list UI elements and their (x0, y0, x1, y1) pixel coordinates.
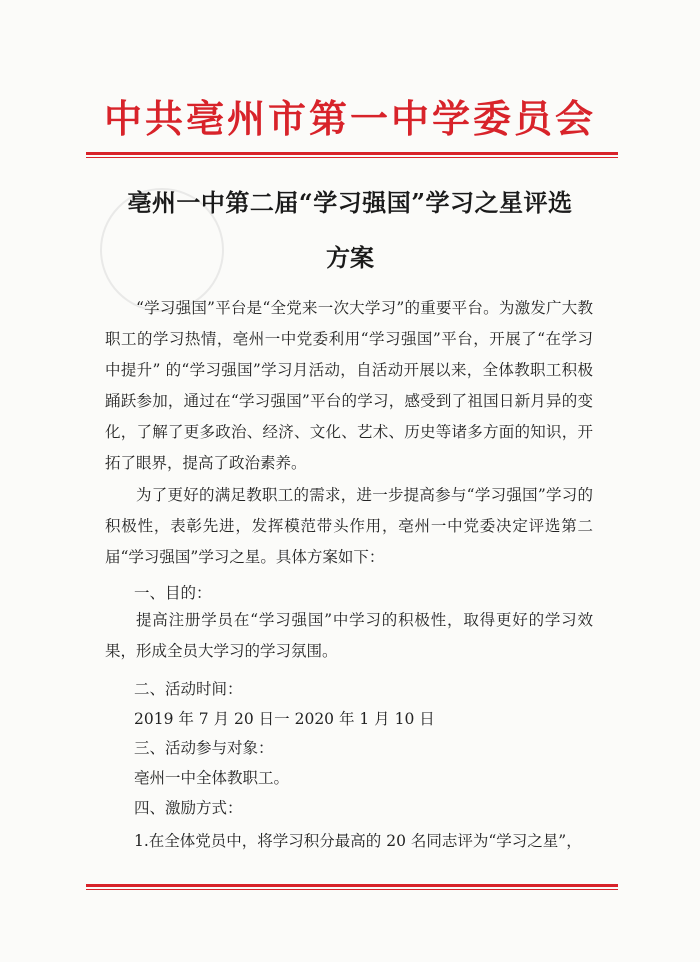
letterhead-rule-thin (86, 157, 618, 158)
section2-body: 2019 年 7 月 20 日一 2020 年 1 月 10 日 (134, 710, 435, 728)
section1-heading: 一、目的： (134, 584, 212, 602)
section4-heading: 四、激励方式： (134, 799, 243, 817)
section3-body: 亳州一中全体教职工。 (134, 769, 290, 787)
section2-heading: 二、活动时间： (134, 680, 243, 698)
footer-rule-thin (86, 889, 618, 890)
purpose-paragraph: 为了更好的满足教职工的需求，进一步提高参与“学习强国”学习的积极性，表彰先进，发挥模范带头作用，亳州一中党委决定评选第二届“学习强国”学习之星。具体方案如下： (105, 486, 593, 566)
purpose-paragraph-block (105, 480, 593, 573)
section1-body: 提高注册学员在“学习强国”中学习的积极性，取得更好的学习效果，形成全员大学习的学习氛围。 (105, 611, 593, 660)
section4-item1: 1.在全体党员中，将学习积分最高的 20 名同志评为“学习之星”， (134, 832, 582, 850)
intro-paragraph: “学习强国”平台是“全党来一次大学习”的重要平台。为激发广大教职工的学习热情，亳州一中党委利用“学习强国”平台，开展了“在学习中提升” 的“学习强国”学习月活动，自活动开展以来，全体教职工积极踊跃参加，通过在“学习强国”平台的学习，感受到了祖国日新月异的变化，了解了更多政治、经济、文化、艺术、历史等诸多方面的知识，开拓了眼界，提高了政治素养。 (105, 299, 593, 472)
section3-heading: 三、活动参与对象： (134, 739, 274, 757)
letterhead-title: 中共亳州市第一中学委员会 (103, 96, 596, 141)
section1-body-block (105, 605, 593, 667)
document-title-line2: 方案 (326, 243, 374, 272)
footer-rule-thick (86, 884, 618, 887)
intro-paragraph-block (105, 293, 593, 479)
document-title-line1: 亳州一中第二届“学习强国”学习之星评选 (127, 188, 573, 217)
letterhead-rule-thick (86, 152, 618, 155)
